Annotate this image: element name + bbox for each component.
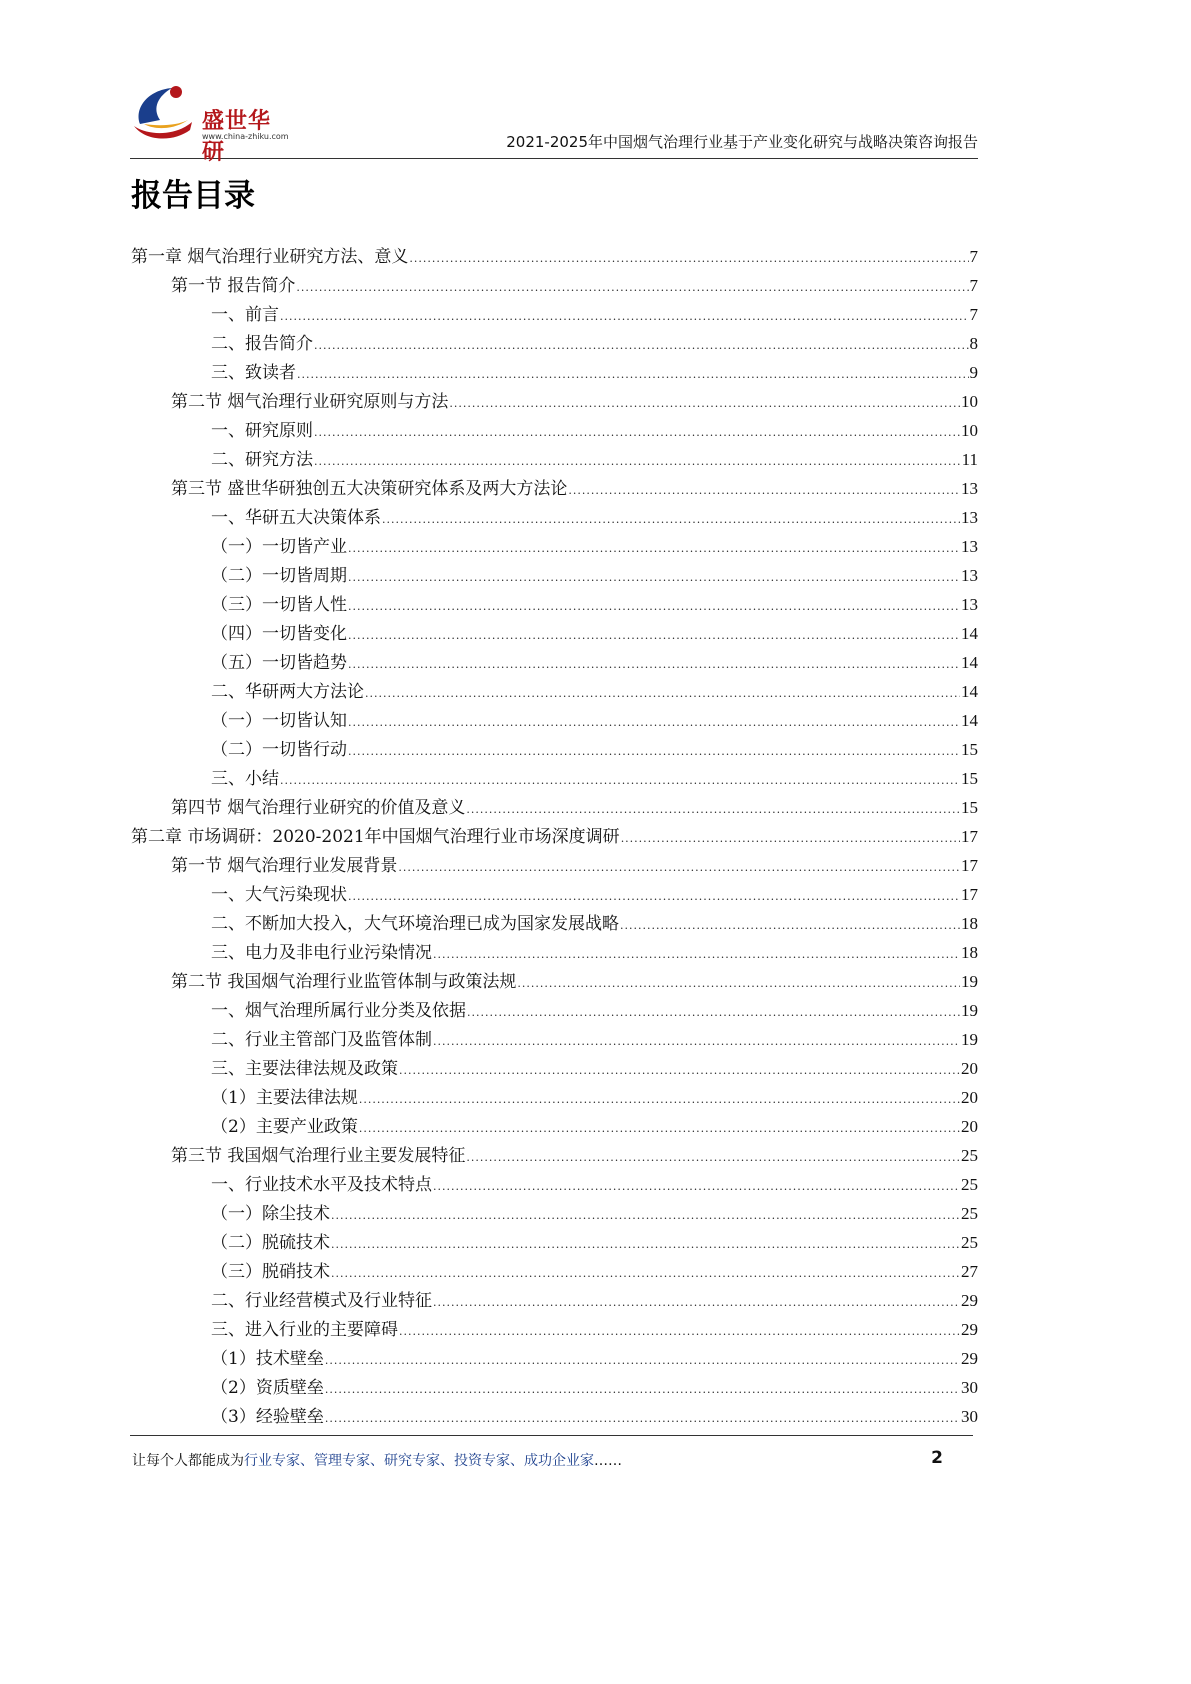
toc-entry-title: （1）主要法律法规 bbox=[211, 1088, 358, 1108]
toc-entry-title: 二、报告简介 bbox=[211, 334, 313, 354]
toc-entry-page: 17 bbox=[961, 885, 978, 904]
toc-entry[interactable] bbox=[131, 880, 978, 909]
toc-entry-page: 13 bbox=[961, 537, 978, 556]
toc-entry[interactable] bbox=[131, 938, 978, 967]
toc-entry-page: 19 bbox=[961, 1001, 978, 1020]
toc-leader-dots bbox=[296, 273, 968, 302]
toc-leader-dots bbox=[325, 1404, 960, 1433]
toc-entry-page: 25 bbox=[961, 1204, 978, 1223]
toc-entry[interactable] bbox=[131, 561, 978, 590]
toc-leader-dots bbox=[365, 679, 960, 708]
toc-entry[interactable] bbox=[131, 445, 978, 474]
toc-entry-title: 第二章 市场调研：2020-2021年中国烟气治理行业市场深度调研 bbox=[131, 827, 620, 847]
toc-entry-page: 14 bbox=[961, 711, 978, 730]
toc-entry-title: （1）技术壁垒 bbox=[211, 1349, 324, 1369]
toc-entry[interactable] bbox=[131, 648, 978, 677]
toc-entry-title: 二、研究方法 bbox=[211, 450, 313, 470]
toc-entry[interactable] bbox=[131, 1054, 978, 1083]
toc-entry[interactable] bbox=[131, 764, 978, 793]
toc-leader-dots bbox=[399, 1317, 960, 1346]
toc-entry[interactable] bbox=[131, 329, 978, 358]
toc-leader-dots bbox=[382, 505, 960, 534]
toc-entry-title: （一）除尘技术 bbox=[211, 1204, 330, 1224]
toc-entry-page: 15 bbox=[961, 769, 978, 788]
toc-entry-page: 19 bbox=[961, 972, 978, 991]
toc-entry-page: 20 bbox=[961, 1117, 978, 1136]
toc-entry-title: 二、行业经营模式及行业特征 bbox=[211, 1291, 432, 1311]
toc-leader-dots bbox=[348, 563, 960, 592]
toc-leader-dots bbox=[568, 476, 960, 505]
toc-leader-dots bbox=[449, 389, 960, 418]
toc-entry-page: 15 bbox=[961, 798, 978, 817]
toc-entry-title: 二、华研两大方法论 bbox=[211, 682, 364, 702]
toc-entry[interactable] bbox=[131, 706, 978, 735]
toc-entry-title: （二）一切皆行动 bbox=[211, 740, 347, 760]
toc-entry-title: 一、烟气治理所属行业分类及依据 bbox=[211, 1001, 466, 1021]
toc-entry-page: 13 bbox=[961, 566, 978, 585]
toc-entry[interactable] bbox=[131, 242, 978, 271]
toc-entry-page: 14 bbox=[961, 682, 978, 701]
toc-entry[interactable] bbox=[131, 1402, 978, 1431]
toc-entry-title: （三）脱硝技术 bbox=[211, 1262, 330, 1282]
toc-entry-page: 10 bbox=[961, 421, 978, 440]
toc-leader-dots bbox=[467, 998, 960, 1027]
toc-entry[interactable] bbox=[131, 416, 978, 445]
toc-entry-page: 18 bbox=[961, 914, 978, 933]
toc-entry-page: 7 bbox=[969, 247, 978, 266]
page-number: 2 bbox=[931, 1448, 943, 1468]
toc-entry[interactable] bbox=[131, 387, 978, 416]
toc-entry-page: 14 bbox=[961, 624, 978, 643]
toc-entry-page: 13 bbox=[961, 479, 978, 498]
toc-leader-dots bbox=[297, 360, 969, 389]
toc-entry-page: 25 bbox=[961, 1175, 978, 1194]
toc-entry-title: 第四节 烟气治理行业研究的价值及意义 bbox=[171, 798, 466, 818]
toc-entry[interactable] bbox=[131, 1315, 978, 1344]
toc-entry-page: 18 bbox=[961, 943, 978, 962]
toc-entry-page: 27 bbox=[961, 1262, 978, 1281]
toc-leader-dots bbox=[409, 244, 968, 273]
toc-entry-title: 第一节 烟气治理行业发展背景 bbox=[171, 856, 398, 876]
toc-entry-page: 29 bbox=[961, 1291, 978, 1310]
logo-name: 盛世华研 bbox=[202, 109, 272, 165]
toc-leader-dots bbox=[331, 1259, 960, 1288]
toc-entry[interactable] bbox=[131, 1112, 978, 1141]
toc-entry[interactable] bbox=[131, 532, 978, 561]
toc-leader-dots bbox=[325, 1346, 960, 1375]
toc-entry-page: 7 bbox=[969, 276, 978, 295]
toc-entry-page: 13 bbox=[961, 595, 978, 614]
toc-entry-title: 一、前言 bbox=[211, 305, 279, 325]
toc-entry-page: 29 bbox=[961, 1320, 978, 1339]
toc-entry-title: （3）经验壁垒 bbox=[211, 1407, 324, 1427]
toc-leader-dots bbox=[359, 1114, 960, 1143]
page-header bbox=[130, 80, 978, 165]
toc-leader-dots bbox=[399, 1056, 960, 1085]
toc-leader-dots bbox=[314, 447, 961, 476]
page-footer bbox=[130, 1435, 973, 1476]
toc-entry-page: 13 bbox=[961, 508, 978, 527]
page-title: 报告目录 bbox=[131, 178, 255, 214]
toc-leader-dots bbox=[325, 1375, 960, 1404]
toc-leader-dots bbox=[348, 650, 960, 679]
toc-entry[interactable] bbox=[131, 1257, 978, 1286]
toc-entry-title: （二）脱硫技术 bbox=[211, 1233, 330, 1253]
toc-entry-page: 10 bbox=[961, 392, 978, 411]
toc-entry-page: 30 bbox=[961, 1407, 978, 1426]
toc-entry[interactable] bbox=[131, 619, 978, 648]
toc-entry[interactable] bbox=[131, 1228, 978, 1257]
toc-leader-dots bbox=[433, 940, 960, 969]
toc-leader-dots bbox=[398, 853, 960, 882]
toc-entry-title: 三、小结 bbox=[211, 769, 279, 789]
toc-entry[interactable] bbox=[131, 967, 978, 996]
toc-entry-page: 19 bbox=[961, 1030, 978, 1049]
slogan-highlight: 行业专家、管理专家、研究专家、投资专家、成功企业家 bbox=[244, 1453, 594, 1469]
toc-leader-dots bbox=[621, 824, 960, 853]
toc-entry-page: 17 bbox=[961, 856, 978, 875]
toc-entry-title: 第三节 我国烟气治理行业主要发展特征 bbox=[171, 1146, 466, 1166]
toc-entry-title: （三）一切皆人性 bbox=[211, 595, 347, 615]
toc-leader-dots bbox=[314, 418, 960, 447]
toc-entry-title: 三、主要法律法规及政策 bbox=[211, 1059, 398, 1079]
toc-entry-page: 15 bbox=[961, 740, 978, 759]
toc-leader-dots bbox=[517, 969, 960, 998]
toc-leader-dots bbox=[280, 302, 969, 331]
toc-entry-page: 8 bbox=[969, 334, 978, 353]
report-title: 2021-2025年中国烟气治理行业基于产业变化研究与战略决策咨询报告 bbox=[506, 133, 978, 151]
toc-entry[interactable] bbox=[131, 1170, 978, 1199]
toc-entry-title: 一、华研五大决策体系 bbox=[211, 508, 381, 528]
toc-entry-title: （四）一切皆变化 bbox=[211, 624, 347, 644]
toc-entry-title: 第一节 报告简介 bbox=[171, 276, 296, 296]
toc-leader-dots bbox=[466, 795, 960, 824]
toc-entry-title: （二）一切皆周期 bbox=[211, 566, 347, 586]
toc-entry[interactable] bbox=[131, 1083, 978, 1112]
toc-leader-dots bbox=[348, 882, 960, 911]
toc-entry-title: 二、行业主管部门及监管体制 bbox=[211, 1030, 432, 1050]
toc-entry-title: 三、进入行业的主要障碍 bbox=[211, 1320, 398, 1340]
toc-entry-title: （一）一切皆认知 bbox=[211, 711, 347, 731]
toc-entry-title: （一）一切皆产业 bbox=[211, 537, 347, 557]
toc-entry-page: 25 bbox=[961, 1233, 978, 1252]
slogan-suffix: …… bbox=[594, 1453, 622, 1469]
toc-entry-title: （2）主要产业政策 bbox=[211, 1117, 358, 1137]
toc-leader-dots bbox=[620, 911, 960, 940]
toc-entry[interactable] bbox=[131, 909, 978, 938]
toc-entry[interactable] bbox=[131, 735, 978, 764]
toc-entry-page: 14 bbox=[961, 653, 978, 672]
toc-entry[interactable] bbox=[131, 1025, 978, 1054]
toc-leader-dots bbox=[331, 1230, 960, 1259]
footer-slogan bbox=[132, 1450, 622, 1470]
logo-swoosh-icon bbox=[130, 80, 200, 142]
toc-entry[interactable] bbox=[131, 1344, 978, 1373]
toc-leader-dots bbox=[348, 534, 960, 563]
toc-entry-page: 7 bbox=[969, 305, 978, 324]
table-of-contents bbox=[131, 242, 978, 1431]
toc-entry[interactable] bbox=[131, 793, 978, 822]
toc-leader-dots bbox=[314, 331, 969, 360]
toc-leader-dots bbox=[433, 1027, 960, 1056]
toc-entry-title: （2）资质壁垒 bbox=[211, 1378, 324, 1398]
toc-entry[interactable] bbox=[131, 1141, 978, 1170]
toc-entry-title: 第二节 烟气治理行业研究原则与方法 bbox=[171, 392, 449, 412]
toc-entry[interactable] bbox=[131, 590, 978, 619]
toc-entry[interactable] bbox=[131, 822, 978, 851]
toc-entry[interactable] bbox=[131, 851, 978, 880]
toc-entry-page: 17 bbox=[961, 827, 978, 846]
company-logo bbox=[130, 80, 290, 165]
toc-leader-dots bbox=[348, 708, 960, 737]
logo-url: www.china-zhiku.com bbox=[202, 132, 289, 141]
toc-entry-title: 一、行业技术水平及技术特点 bbox=[211, 1175, 432, 1195]
toc-entry-title: 第三节 盛世华研独创五大决策研究体系及两大方法论 bbox=[171, 479, 568, 499]
toc-leader-dots bbox=[348, 737, 960, 766]
toc-entry[interactable] bbox=[131, 1286, 978, 1315]
toc-entry[interactable] bbox=[131, 358, 978, 387]
toc-entry-page: 20 bbox=[961, 1059, 978, 1078]
slogan-prefix: 让每个人都能成为 bbox=[132, 1453, 244, 1469]
toc-entry-title: 二、不断加大投入，大气环境治理已成为国家发展战略 bbox=[211, 914, 619, 934]
toc-entry[interactable] bbox=[131, 1199, 978, 1228]
toc-entry-page: 9 bbox=[969, 363, 978, 382]
toc-leader-dots bbox=[433, 1172, 960, 1201]
toc-entry[interactable] bbox=[131, 996, 978, 1025]
toc-entry-page: 11 bbox=[961, 450, 978, 469]
toc-entry-page: 25 bbox=[961, 1146, 978, 1165]
toc-entry[interactable] bbox=[131, 677, 978, 706]
toc-entry-title: 一、大气污染现状 bbox=[211, 885, 347, 905]
toc-entry-title: 三、致读者 bbox=[211, 363, 296, 383]
toc-leader-dots bbox=[331, 1201, 960, 1230]
toc-entry[interactable] bbox=[131, 503, 978, 532]
toc-entry-page: 29 bbox=[961, 1349, 978, 1368]
toc-leader-dots bbox=[280, 766, 960, 795]
toc-entry[interactable] bbox=[131, 474, 978, 503]
toc-leader-dots bbox=[348, 592, 960, 621]
toc-leader-dots bbox=[348, 621, 960, 650]
toc-leader-dots bbox=[466, 1143, 960, 1172]
toc-leader-dots bbox=[359, 1085, 960, 1114]
toc-leader-dots bbox=[433, 1288, 960, 1317]
toc-entry-title: 一、研究原则 bbox=[211, 421, 313, 441]
toc-entry-title: 第二节 我国烟气治理行业监管体制与政策法规 bbox=[171, 972, 517, 992]
toc-entry-page: 30 bbox=[961, 1378, 978, 1397]
toc-entry-page: 20 bbox=[961, 1088, 978, 1107]
toc-entry[interactable] bbox=[131, 300, 978, 329]
toc-entry-title: 三、电力及非电行业污染情况 bbox=[211, 943, 432, 963]
toc-entry[interactable] bbox=[131, 1373, 978, 1402]
toc-entry-title: （五）一切皆趋势 bbox=[211, 653, 347, 673]
toc-entry-title: 第一章 烟气治理行业研究方法、意义 bbox=[131, 247, 409, 267]
toc-entry[interactable] bbox=[131, 271, 978, 300]
